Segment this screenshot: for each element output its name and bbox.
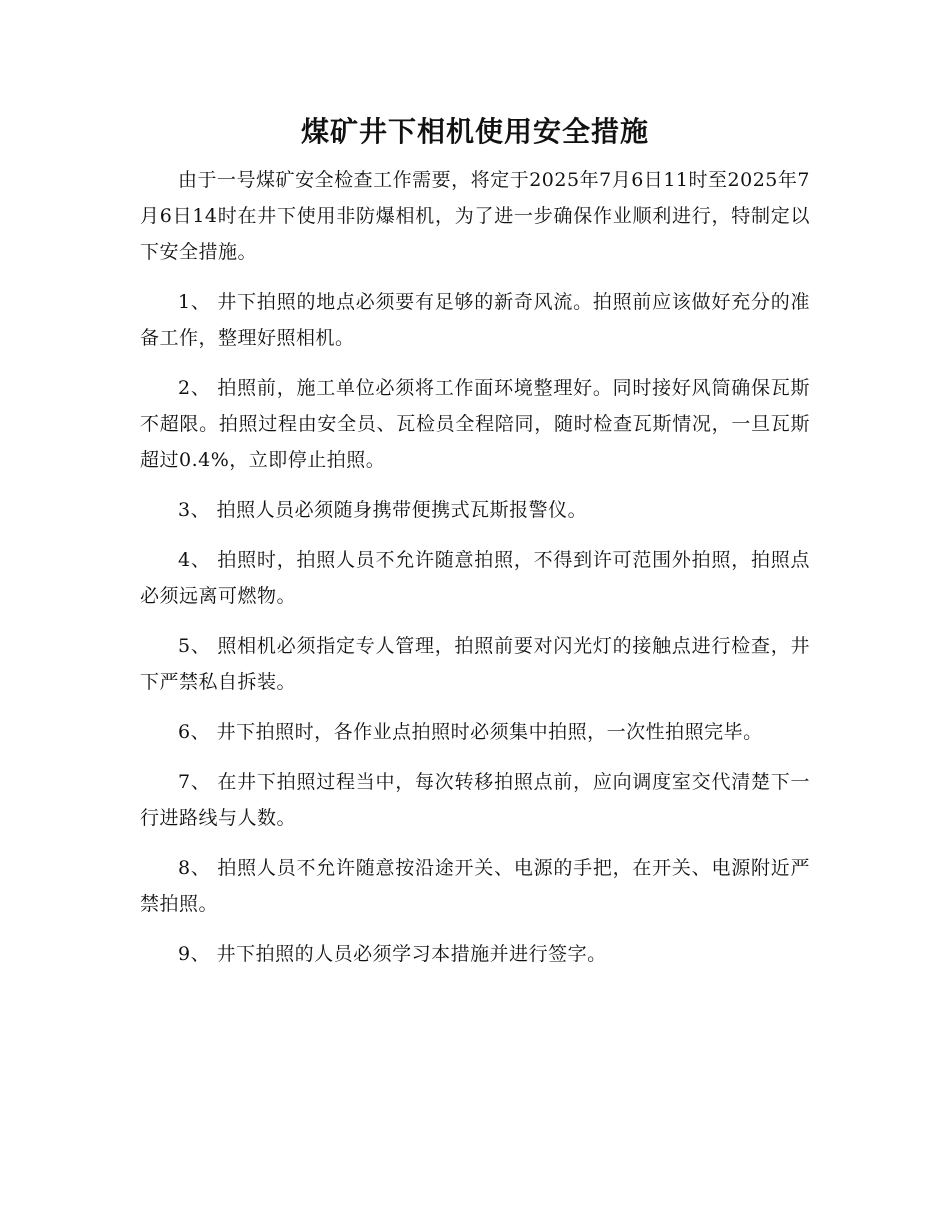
- measure-item-7: 7、 在井下拍照过程当中，每次转移拍照点前，应向调度室交代清楚下一行进路线与人数。: [140, 771, 810, 829]
- measure-item-5: 5、 照相机必须指定专人管理，拍照前要对闪光灯的接触点进行检查，井下严禁私自拆装。: [140, 635, 810, 693]
- document-title: 煤矿井下相机使用安全措施: [300, 115, 649, 148]
- measure-item-8: 8、 拍照人员不允许随意按沿途开关、电源的手把，在开关、电源附近严禁拍照。: [140, 857, 810, 915]
- measure-item-4: 4、 拍照时，拍照人员不允许随意拍照，不得到许可范围外拍照，拍照点必须远离可燃物。: [140, 549, 810, 607]
- measure-item-6: 6、 井下拍照时，各作业点拍照时必须集中拍照，一次性拍照完毕。: [178, 721, 763, 743]
- measure-item-9: 9、 井下拍照的人员必须学习本措施并进行签字。: [178, 943, 607, 965]
- measure-item-1: 1、 井下拍照的地点必须要有足够的新奇风流。拍照前应该做好充分的准备工作，整理好照相机。: [140, 291, 810, 349]
- intro-paragraph: 由于一号煤矿安全检查工作需要，将定于2025年7月6日11时至2025年7月6日14时在井下使用非防爆相机，为了进一步确保作业顺利进行，特制定以下安全措施。: [140, 169, 810, 263]
- measure-item-3: 3、 拍照人员必须随身携带便携式瓦斯报警仪。: [178, 499, 588, 521]
- measure-item-2: 2、 拍照前，施工单位必须将工作面环境整理好。同时接好风筒确保瓦斯不超限。拍照过程由安全员、瓦检员全程陪同，随时检查瓦斯情况，一旦瓦斯超过0.4%，立即停止拍照。: [140, 377, 810, 471]
